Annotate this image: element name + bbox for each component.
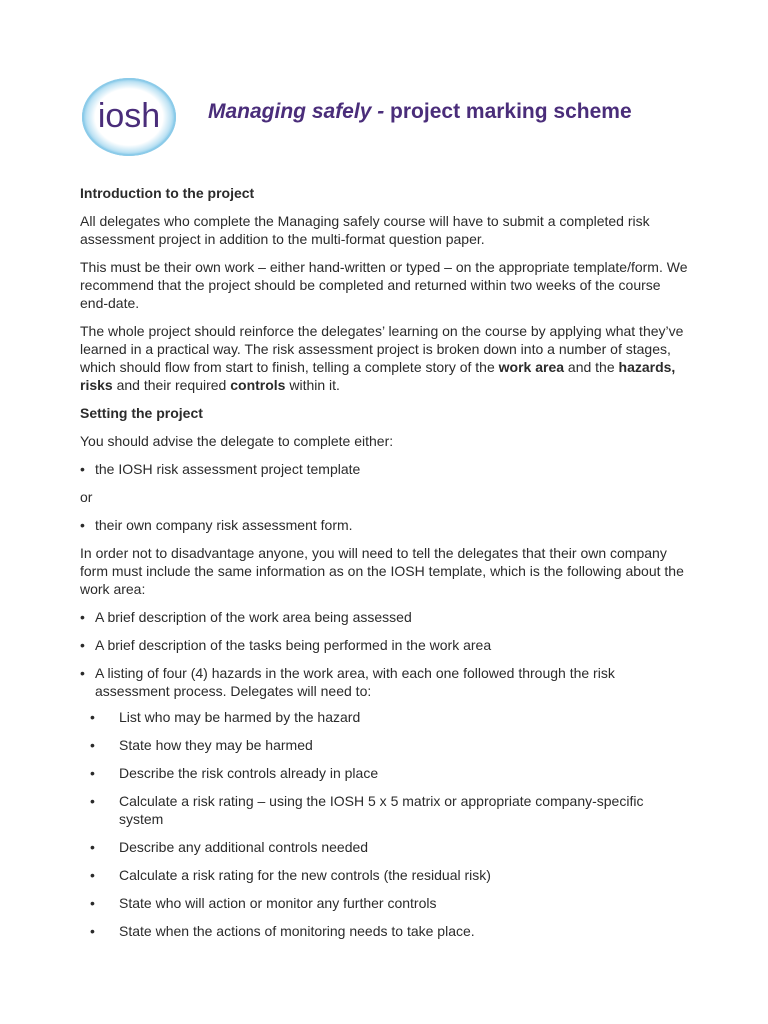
list-item-text: A listing of four (4) hazards in the work area, with each one followed through the risk assessment process. Delegates will need to: (95, 665, 615, 699)
sub-list-item (80, 792, 690, 828)
iosh-logo (80, 77, 178, 157)
bullet: • (90, 793, 95, 809)
option-item-template (80, 460, 690, 478)
requirement-paragraph: In order not to disadvantage anyone, you will need to tell the delegates that their own company form must include the same information as on the IOSH template, which is the following about the work area: (80, 545, 684, 597)
setting-intro: You should advise the delegate to complete either: (80, 433, 394, 449)
bullet: • (90, 765, 95, 781)
sub-item-text: State how they may be harmed (119, 737, 313, 753)
sub-item-text: State when the actions of monitoring needs to take place. (119, 923, 475, 939)
heading-setting-project: Setting the project (80, 405, 203, 421)
list-item-text: A brief description of the tasks being performed in the work area (95, 637, 492, 653)
intro-paragraph-1: All delegates who complete the Managing safely course will have to submit a completed risk assessment project in addition to the multi-format question paper. (80, 213, 650, 247)
bullet: • (90, 737, 95, 753)
intro-paragraph-3 (80, 322, 690, 394)
sub-list-item (80, 894, 690, 912)
bullet: • (80, 665, 85, 681)
p3-text-4: within it. (285, 377, 340, 393)
p3-text-2: and the (564, 359, 619, 375)
iosh-logo-mark (80, 77, 178, 157)
sub-list-item (80, 764, 690, 782)
sub-item-text: Calculate a risk rating for the new controls (the residual risk) (119, 867, 491, 883)
sub-list-item (80, 708, 690, 726)
logo-text: iosh (97, 97, 161, 135)
sub-item-text: Describe any additional controls needed (119, 839, 369, 855)
page-title (208, 100, 632, 124)
bullet: • (80, 461, 85, 477)
title-italic: Managing safely - (208, 100, 385, 123)
p3-bold-controls: controls (230, 377, 286, 393)
list-item (80, 664, 690, 700)
sub-item-text: List who may be harmed by the hazard (119, 709, 361, 725)
option-item-company-form (80, 516, 690, 534)
bullet: • (90, 867, 95, 883)
document-body (80, 184, 690, 950)
sub-list-item (80, 922, 690, 940)
bullet: • (90, 839, 95, 855)
sub-item-text: Describe the risk controls already in place (119, 765, 379, 781)
bullet: • (80, 517, 85, 533)
list-item (80, 636, 690, 654)
bullet: • (90, 923, 95, 939)
list-item-text: A brief description of the work area being assessed (95, 609, 412, 625)
intro-paragraph-2: This must be their own work – either hand-written or typed – on the appropriate template/form. We recommend that the project should be completed and returned within two weeks of the course end-date. (80, 259, 688, 311)
option-text: the IOSH risk assessment project template (95, 461, 361, 477)
p3-bold-hazards: hazards, risks (80, 359, 676, 393)
or-text: or (80, 489, 93, 505)
p3-bold-work-area: work area (498, 359, 565, 375)
sub-list-item (80, 866, 690, 884)
sub-list-item (80, 838, 690, 856)
heading-introduction: Introduction to the project (80, 185, 255, 201)
bullet: • (80, 637, 85, 653)
option-text: their own company risk assessment form. (95, 517, 353, 533)
bullet: • (80, 609, 85, 625)
list-item (80, 608, 690, 626)
p3-text-3: and their required (112, 377, 231, 393)
sub-list-item (80, 736, 690, 754)
title-rest: project marking scheme (390, 100, 632, 123)
sub-item-text: Calculate a risk rating – using the IOSH 5 x 5 matrix or appropriate company-specific system (119, 793, 644, 827)
sub-item-text: State who will action or monitor any further controls (119, 895, 437, 911)
bullet: • (90, 895, 95, 911)
p3-text-1: The whole project should reinforce the delegates’ learning on the course by applying what they’ve learned in a practical way. The risk assessment project is broken down into a number of stages, which should flow from start to finish, telling a complete story of the (80, 323, 684, 375)
bullet: • (90, 709, 95, 725)
